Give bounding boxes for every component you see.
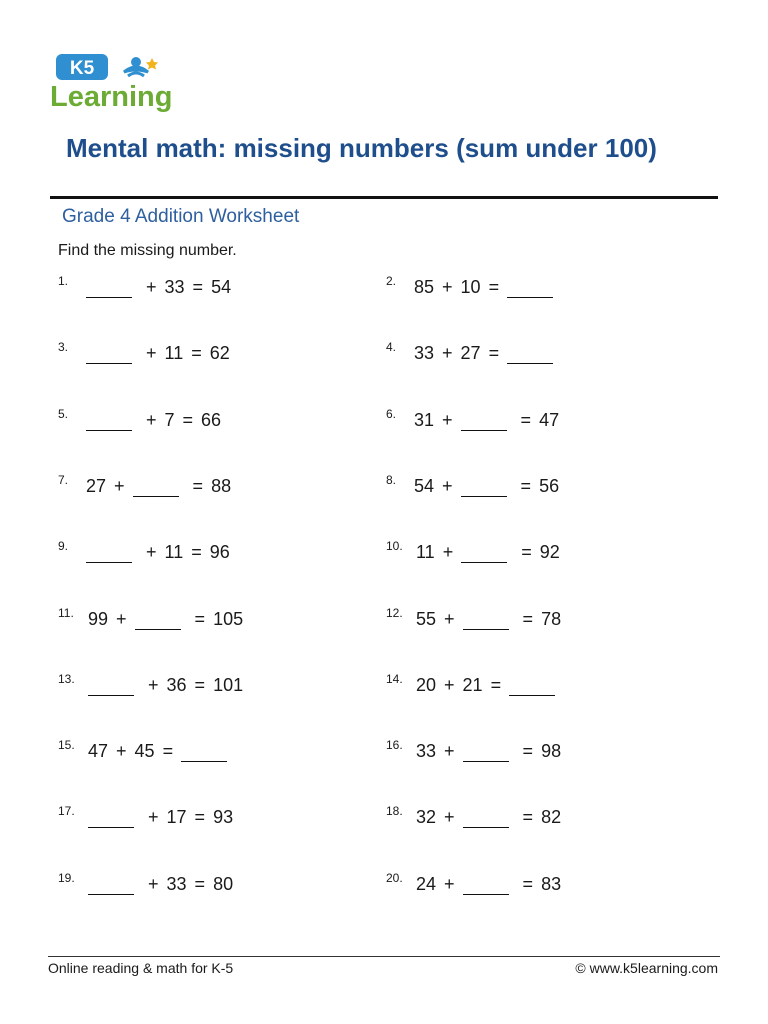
plus-sign: +: [444, 741, 455, 762]
equals-sign: =: [490, 674, 502, 695]
answer-blank[interactable]: [461, 546, 507, 563]
plus-sign: +: [444, 807, 455, 828]
equation: [88, 674, 243, 696]
logo-figure-body: [124, 67, 148, 76]
addend-first: 24: [416, 873, 437, 894]
addend-second: 36: [166, 674, 187, 695]
equation: [86, 409, 221, 431]
equation: [86, 475, 231, 497]
problem-number: 9.: [58, 539, 69, 554]
plus-sign: +: [146, 277, 157, 297]
addend-first: 27: [86, 475, 107, 496]
logo-badge-text: K5: [69, 58, 95, 79]
sum-value: 47: [539, 409, 560, 430]
equals-sign: =: [194, 873, 206, 894]
answer-blank[interactable]: [88, 811, 134, 828]
addend-first: 20: [416, 674, 437, 695]
logo-star-icon: [146, 58, 158, 70]
answer-blank[interactable]: [461, 414, 507, 431]
footer-tagline: Online reading & math for K-5: [48, 960, 234, 976]
plus-sign: +: [146, 409, 157, 430]
equals-sign: =: [488, 277, 500, 297]
sum-value: 98: [541, 741, 562, 762]
plus-sign: +: [442, 475, 453, 496]
plus-sign: +: [442, 277, 453, 297]
problem-number: 19.: [58, 870, 75, 885]
equation: [416, 740, 561, 762]
addend-first: 31: [414, 409, 435, 430]
sum-value: 56: [539, 475, 560, 496]
answer-blank[interactable]: [461, 480, 507, 497]
problem-number: 16.: [386, 738, 403, 753]
plus-sign: +: [444, 873, 455, 894]
equals-sign: =: [488, 343, 500, 364]
equation: [88, 740, 233, 762]
answer-blank[interactable]: [181, 745, 227, 762]
answer-blank[interactable]: [88, 878, 134, 895]
addend-first: 99: [88, 608, 109, 629]
answer-blank[interactable]: [88, 679, 134, 696]
instructions-text: Find the missing number.: [58, 242, 237, 259]
equals-sign: =: [182, 409, 194, 430]
problem-number: 10.: [386, 539, 403, 554]
sum-value: 93: [213, 807, 234, 828]
logo-word-text: Learning: [50, 81, 173, 112]
sum-value: 66: [201, 409, 222, 430]
answer-blank[interactable]: [507, 347, 553, 364]
problem-number: 2.: [386, 274, 397, 288]
addend-second: 45: [134, 741, 155, 762]
addend-first: 32: [416, 807, 437, 828]
equals-sign: =: [522, 807, 534, 828]
plus-sign: +: [148, 674, 159, 695]
equals-sign: =: [194, 608, 206, 629]
plus-sign: +: [442, 343, 453, 364]
addend-second: 11: [164, 343, 184, 364]
equation: [86, 276, 231, 298]
equals-sign: =: [162, 741, 174, 762]
equation: [88, 873, 233, 895]
addend-first: 85: [414, 277, 435, 297]
problem-number: 1.: [58, 274, 69, 288]
problem-number: 14.: [386, 671, 403, 686]
addend-first: 33: [414, 343, 435, 364]
answer-blank[interactable]: [509, 679, 555, 696]
sum-value: 88: [211, 475, 232, 496]
equals-sign: =: [522, 873, 534, 894]
title-divider: [50, 196, 718, 199]
equals-sign: =: [192, 277, 204, 297]
equation: [416, 806, 561, 828]
equals-sign: =: [194, 674, 206, 695]
problem-number: 6.: [386, 406, 397, 421]
answer-blank[interactable]: [133, 480, 179, 497]
answer-blank[interactable]: [507, 281, 553, 298]
sum-value: 83: [541, 873, 562, 894]
sum-value: 92: [539, 542, 560, 563]
plus-sign: +: [146, 343, 157, 364]
addend-second: 10: [460, 277, 481, 297]
equals-sign: =: [520, 409, 532, 430]
plus-sign: +: [146, 542, 157, 563]
equals-sign: =: [522, 741, 534, 762]
plus-sign: +: [116, 608, 127, 629]
k5-learning-logo: [48, 50, 188, 112]
plus-sign: +: [116, 741, 127, 762]
answer-blank[interactable]: [463, 878, 509, 895]
addend-second: 33: [164, 277, 185, 297]
page-title: Mental math: missing numbers (sum under 100): [66, 133, 657, 163]
plus-sign: +: [442, 409, 453, 430]
equation: [86, 541, 230, 563]
sum-value: 105: [213, 608, 244, 629]
sum-value: 96: [209, 542, 230, 563]
problem-number: 15.: [58, 738, 75, 753]
equation: [416, 541, 560, 563]
equation: [414, 475, 559, 497]
addend-first: 47: [88, 741, 109, 762]
equals-sign: =: [194, 807, 206, 828]
addend-second: 33: [166, 873, 187, 894]
equation: [416, 873, 561, 895]
plus-sign: +: [444, 674, 455, 695]
problem-number: 13.: [58, 671, 75, 686]
sum-value: 62: [209, 343, 230, 364]
worksheet-subtitle: Grade 4 Addition Worksheet: [62, 206, 300, 227]
equation: [88, 608, 243, 630]
equation: [88, 806, 233, 828]
answer-blank[interactable]: [463, 811, 509, 828]
problem-number: 3.: [58, 340, 69, 355]
problem-number: 4.: [386, 340, 397, 355]
answer-blank[interactable]: [86, 546, 132, 563]
answer-blank[interactable]: [86, 347, 132, 364]
equation: [414, 342, 559, 364]
addend-first: 54: [414, 475, 435, 496]
equals-sign: =: [191, 542, 202, 563]
equals-sign: =: [192, 475, 204, 496]
sum-value: 101: [213, 674, 244, 695]
plus-sign: +: [114, 475, 125, 496]
addend-second: 17: [166, 807, 187, 828]
problem-number: 7.: [58, 472, 69, 487]
footer-divider: [48, 956, 720, 957]
answer-blank[interactable]: [135, 613, 181, 630]
sum-value: 78: [541, 608, 562, 629]
equation: [414, 276, 559, 298]
equation: [86, 342, 230, 364]
addend-second: 7: [164, 409, 175, 430]
answer-blank[interactable]: [86, 414, 132, 431]
answer-blank[interactable]: [463, 745, 509, 762]
plus-sign: +: [148, 807, 159, 828]
addend-first: 55: [416, 608, 437, 629]
equals-sign: =: [520, 475, 532, 496]
addend-second: 27: [460, 343, 481, 364]
sum-value: 80: [213, 873, 234, 894]
problem-number: 18.: [386, 804, 403, 819]
problem-number: 5.: [58, 406, 69, 421]
answer-blank[interactable]: [86, 281, 132, 298]
footer-website: © www.k5learning.com: [575, 960, 718, 976]
equals-sign: =: [521, 542, 532, 563]
problem-number: 11.: [58, 605, 74, 620]
addend-first: 11: [416, 542, 435, 563]
equation: [416, 608, 561, 630]
problem-number: 12.: [386, 605, 403, 620]
plus-sign: +: [442, 542, 454, 563]
addend-first: 33: [416, 741, 437, 762]
equation: [416, 674, 561, 696]
answer-blank[interactable]: [463, 613, 509, 630]
addend-second: 11: [164, 542, 184, 563]
equals-sign: =: [191, 343, 202, 364]
sum-value: 82: [541, 807, 562, 828]
problem-number: 17.: [58, 804, 75, 819]
problem-number: 8.: [386, 472, 397, 487]
plus-sign: +: [444, 608, 455, 629]
sum-value: 54: [211, 277, 232, 297]
plus-sign: +: [148, 873, 159, 894]
addend-second: 21: [462, 674, 483, 695]
problem-number: 20.: [386, 870, 403, 885]
equals-sign: =: [522, 608, 534, 629]
equation: [414, 409, 559, 431]
